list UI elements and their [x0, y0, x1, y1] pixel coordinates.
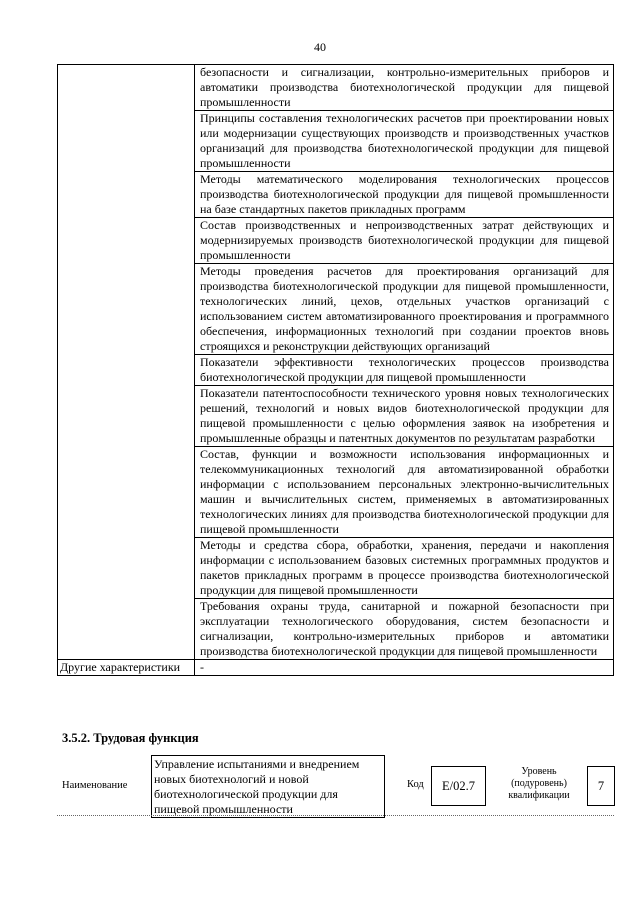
section-title: 3.5.2. Трудовая функция [62, 731, 199, 745]
table-cell: Методы и средства сбора, обработки, хранения, передачи и накопления информации с использованием базовых системных программных продуктов и пакетов прикладных программ в процессе производства биотехнологической продукции для пищевой промышленности [195, 538, 614, 599]
table-cell: Показатели патентоспособности технического уровня новых технологических решений, технологий и новых видов биотехнологической продукции для пищевой промышленности с целью оформления заявок на изобретения и промышленные образцы и патентных документов по результатам разработки [195, 386, 614, 447]
table-cell: Состав производственных и непроизводственных затрат действующих и модернизируемых производств биотехнологической продукции для пищевой промышленности [195, 218, 614, 264]
name-label: Наименование [62, 780, 128, 791]
table-cell: Требования охраны труда, санитарной и пожарной безопасности при эксплуатации технологического оборудования, систем безопасности и сигнализации, контрольно-измерительных приборов и автоматики производства биотехнологической продукции для пищевой промышленности [195, 599, 614, 660]
divider [57, 815, 614, 816]
page-number: 40 [314, 40, 326, 54]
table-cell: Состав, функции и возможности использования информационных и телекоммуникационных технологий для автоматизированной обработки информации с использованием персональных электронно-вычислительных машин и вычислительных систем, применяемых в автоматизированных технологических линиях для производства биотехнологической продукции для пищевой промышленности [195, 447, 614, 538]
table-cell: Методы математического моделирования технологических процессов производства биотехнологической продукции для пищевой промышленности на базе стандартных пакетов прикладных программ [195, 172, 614, 218]
level-value-box: 7 [587, 766, 615, 806]
table-cell: Показатели эффективности технологических процессов производства биотехнологической продукции для пищевой промышленности [195, 355, 614, 386]
knowledge-table [57, 64, 614, 676]
code-value-box: E/02.7 [431, 766, 486, 806]
function-name-box: Управление испытаниями и внедрением новых биотехнологий и новой биотехнологической продукции для пищевой промышленности [151, 755, 385, 818]
knowledge-label-cell [58, 65, 195, 660]
level-label: Уровень (подуровень) квалификации [508, 766, 570, 801]
other-characteristics-value: - [195, 660, 614, 676]
table-cell: Методы проведения расчетов для проектирования организаций для производства биотехнологической продукции для пищевой промышленности, технологических линий, цехов, отдельных участков организаций с использованием систем автоматизированного проектирования и программного обеспечения, информационных технологий при создании проектов вновь строящихся и реконструкции действующих организаций [195, 264, 614, 355]
table-cell: Принципы составления технологических расчетов при проектировании новых или модернизации существующих производств и производственных участков организаций для производства биотехнологической продукции для пищевой промышленности [195, 111, 614, 172]
table-cell: безопасности и сигнализации, контрольно-измерительных приборов и автоматики производства биотехнологической продукции для пищевой промышленности [195, 65, 614, 111]
code-label: Код [407, 779, 424, 790]
other-characteristics-row [58, 660, 614, 676]
other-characteristics-label: Другие характеристики [58, 660, 195, 676]
table-row [58, 65, 614, 111]
